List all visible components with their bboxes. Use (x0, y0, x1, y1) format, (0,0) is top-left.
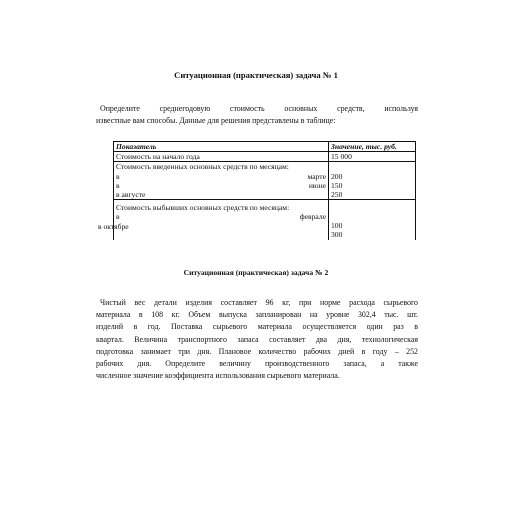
table-row (114, 200, 416, 241)
row3-value: 100 (331, 221, 343, 231)
row3-values-cell (329, 200, 416, 241)
data-table (98, 141, 416, 240)
task1-title: Ситуационная (практическая) задача № 1 (174, 70, 338, 80)
row2-value: 250 (331, 190, 343, 199)
row2-label-cell (114, 162, 329, 200)
task2-line: материала в 108 кг. Объем выпуска запланирован на уровне 302,4 тыс. шт. (96, 310, 418, 320)
table-header-row (114, 142, 416, 152)
row2-item-prefix: в (116, 171, 120, 181)
row3-label: Стоимость выбывших основных средств по месяцам: (116, 203, 290, 213)
header-indicator: Показатель (114, 142, 329, 152)
row2-item (116, 172, 326, 181)
row2-values-cell (329, 162, 416, 200)
task2-line: изделий в год. Поставка сырьевого материала осуществляется один раз в (96, 322, 418, 332)
row2-value: 150 (331, 180, 343, 190)
task1-intro-line: Определите среднегодовую стоимость основных средств, используя (100, 104, 418, 113)
row2-item-prefix: в (116, 180, 120, 190)
task1-intro (96, 103, 418, 127)
row3-label-cell (98, 200, 329, 241)
row3-value: 300 (331, 230, 343, 240)
row3-item (98, 222, 308, 231)
row1-label: Стоимость на начало года (114, 152, 329, 162)
task2-line: Чистый вес детали изделия составляет 96 кг, при норме расхода сырьевого (100, 298, 418, 307)
row2-item (116, 190, 326, 199)
table-row (114, 152, 416, 162)
row3-item (116, 212, 326, 221)
row2-item (116, 181, 326, 190)
task1-intro-line: известные вам способы. Данные для решения представлены в таблице: (96, 116, 336, 126)
row2-value: 200 (331, 171, 343, 181)
row1-value: 15 000 (329, 152, 416, 162)
task2-line: квартал. Величина транспортного запаса составляет два дня, технологическая (96, 334, 418, 344)
row3-item-month: феврале (299, 212, 326, 222)
row2-item-month: июне (308, 180, 326, 190)
header-value: Значение, тыс. руб. (329, 142, 416, 152)
task2-body (96, 297, 418, 382)
row3-item-prefix: в (116, 212, 120, 222)
row2-label: Стоимость введенных основных средств по месяцам: (116, 162, 289, 172)
row2-item-month: марте (307, 171, 326, 181)
table-row (114, 162, 416, 200)
task2-line: подготовка занимает три дня. Плановое количество рабочих дней в году – 252 (96, 346, 418, 356)
row2-item-prefix: в августе (116, 190, 146, 200)
row3-item-prefix: в октябре (98, 221, 129, 231)
task2-line: численное значение коэффициента использования сырьевого материала. (96, 371, 340, 381)
task2-title: Ситуационная (практическая) задача № 2 (183, 268, 329, 277)
task2-line: рабочих дня. Определите величину производственного запаса, а также (96, 359, 418, 369)
